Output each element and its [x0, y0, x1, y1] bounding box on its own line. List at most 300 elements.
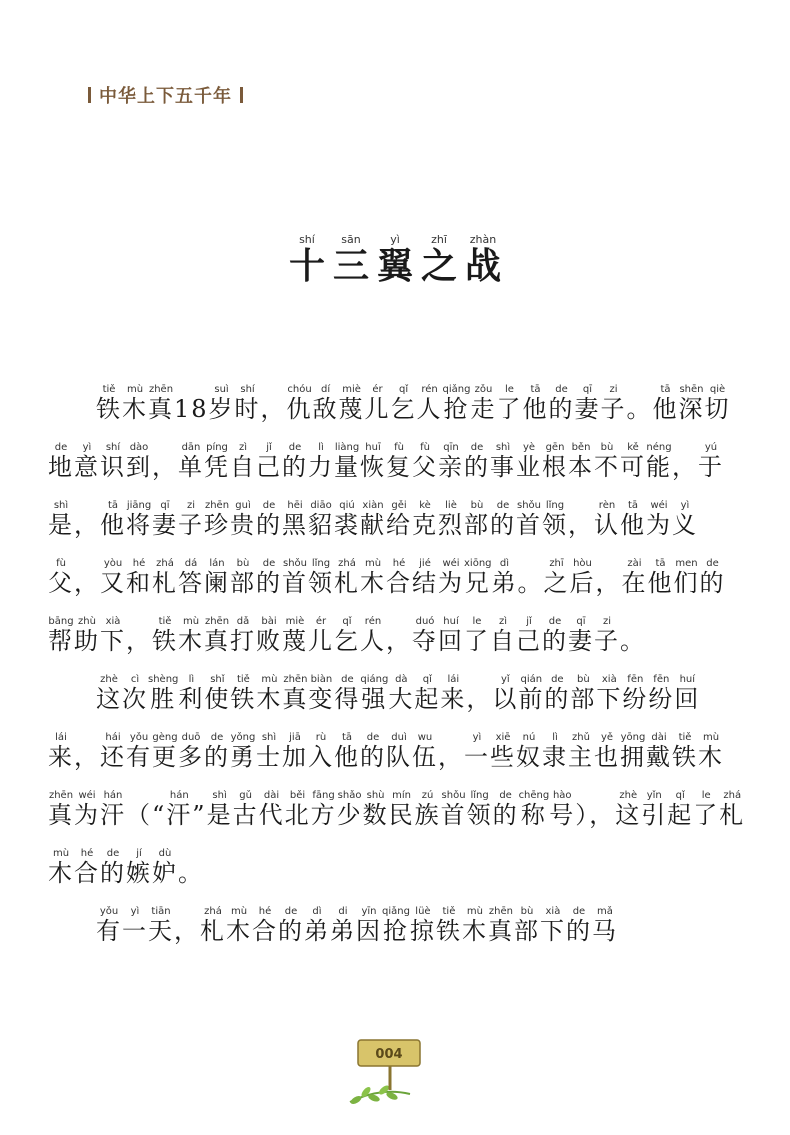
text-char: 能néng	[646, 442, 672, 481]
text-char: 。	[620, 627, 646, 655]
text-char: 强qiáng	[360, 674, 389, 713]
text-char: 的de	[565, 906, 592, 945]
text-char: 是shì	[48, 500, 74, 539]
text-char: 在zài	[621, 558, 648, 597]
text-char: 还hái	[100, 732, 126, 771]
text-char: 子zi	[594, 616, 620, 655]
text-char: 他tā	[620, 500, 646, 539]
text-char: 弟di	[330, 906, 356, 945]
divider-bar	[240, 87, 243, 103]
text-char: 古gǔ	[232, 790, 259, 829]
pinyin: gèng	[152, 732, 178, 743]
text-char: 一yì	[122, 906, 148, 945]
text-char: 的de	[282, 442, 308, 481]
pinyin: néng	[646, 442, 672, 453]
pinyin: tā	[522, 384, 549, 395]
pinyin: huí	[438, 616, 464, 627]
text-char: 了le	[693, 790, 720, 829]
pinyin: de	[464, 442, 490, 453]
text-char: 真zhēn	[204, 616, 230, 655]
pinyin: yīn	[356, 906, 382, 917]
text-char: 妻qī	[152, 500, 178, 539]
pinyin: huī	[360, 442, 386, 453]
pinyin: liè	[438, 500, 464, 511]
pinyin: suì	[208, 384, 235, 395]
pinyin: fù	[48, 558, 74, 569]
text-char: ，	[595, 569, 622, 597]
text-char: 起qǐ	[667, 790, 694, 829]
text-char: 大dà	[388, 674, 415, 713]
text-char: 意yì	[74, 442, 100, 481]
text-char: 为wéi	[646, 500, 672, 539]
pinyin: duì	[386, 732, 412, 743]
text-char: 子zi	[178, 500, 204, 539]
pinyin: zài	[621, 558, 648, 569]
pinyin: wéi	[438, 558, 464, 569]
pinyin: hé	[74, 848, 100, 859]
pinyin: bāng	[48, 616, 74, 627]
pinyin: shí	[234, 384, 261, 395]
text-char: 己jǐ	[516, 616, 542, 655]
text-char: 凭píng	[204, 442, 230, 481]
text-char: 领lǐng	[466, 790, 493, 829]
text-char: 。	[517, 569, 544, 597]
pinyin: lán	[204, 558, 230, 569]
text-char: 复fù	[386, 442, 412, 481]
text-char: 们men	[673, 558, 700, 597]
pinyin: fù	[412, 442, 438, 453]
pinyin: de	[548, 384, 575, 395]
text-char: 他tā	[522, 384, 549, 423]
text-char: 弟dì	[491, 558, 518, 597]
text-char: 的de	[492, 790, 519, 829]
text-char: 事shì	[490, 442, 516, 481]
pinyin: bù	[464, 500, 490, 511]
pinyin: tiě	[435, 906, 462, 917]
pinyin: kě	[620, 442, 646, 453]
text-char: 得de	[334, 674, 361, 713]
pinyin: qiáng	[360, 674, 389, 685]
pinyin: shì	[48, 500, 74, 511]
pinyin: mù	[256, 674, 283, 685]
text-char: 阑lán	[204, 558, 230, 597]
text-char: 乞qǐ	[390, 384, 417, 423]
text-char: 的de	[542, 616, 568, 655]
pinyin: biàn	[308, 674, 335, 685]
text-char: 札zhá	[334, 558, 360, 597]
pinyin: chóu	[286, 384, 313, 395]
text-char: 多duō	[178, 732, 204, 771]
pinyin: tiān	[148, 906, 174, 917]
pinyin: dì	[491, 558, 518, 569]
pinyin: hái	[100, 732, 126, 743]
pinyin: de	[542, 616, 568, 627]
text-char: 的de	[204, 732, 230, 771]
pinyin: tā	[334, 732, 360, 743]
text-char: 民mín	[388, 790, 415, 829]
text-char: 给gěi	[386, 500, 412, 539]
pinyin: qī	[152, 500, 178, 511]
pinyin: tiě	[672, 732, 698, 743]
text-char: 利lì	[178, 674, 205, 713]
pinyin: dào	[126, 442, 152, 453]
text-char: 使shǐ	[204, 674, 231, 713]
text-char: 的de	[278, 906, 304, 945]
text-char: 木mù	[360, 558, 386, 597]
text-char: 以yǐ	[492, 674, 519, 713]
pinyin: yì	[672, 500, 698, 511]
pinyin: mù	[461, 906, 488, 917]
pinyin: de	[699, 558, 726, 569]
pinyin: de	[278, 906, 304, 917]
text-char: 这zhè	[615, 790, 642, 829]
text-char: 也yě	[594, 732, 620, 771]
pinyin: dá	[178, 558, 204, 569]
text-char: 纷fēn	[648, 674, 675, 713]
text-char: 起qǐ	[414, 674, 441, 713]
title-pinyin: shí	[288, 233, 325, 246]
text-char: 天tiān	[148, 906, 174, 945]
text-char: 。	[626, 395, 653, 423]
text-char: 更gèng	[152, 732, 178, 771]
text-char: 马mǎ	[591, 906, 618, 945]
pinyin: qīn	[438, 442, 464, 453]
pinyin: dù	[152, 848, 178, 859]
text-char: 业yè	[516, 442, 542, 481]
pinyin: jí	[126, 848, 152, 859]
text-char: 铁tiě	[672, 732, 698, 771]
text-char: 帮bāng	[48, 616, 74, 655]
text-char: 变biàn	[308, 674, 335, 713]
pinyin: de	[48, 442, 74, 453]
text-char: 的de	[544, 674, 571, 713]
pinyin: qiú	[334, 500, 360, 511]
text-char: 次cì	[122, 674, 148, 713]
pinyin: jǐ	[256, 442, 282, 453]
pinyin: bù	[570, 674, 597, 685]
text-char: 这zhè	[96, 674, 122, 713]
text-char: 父fù	[412, 442, 438, 481]
text-char: 弟dì	[304, 906, 330, 945]
pinyin: nú	[516, 732, 542, 743]
pinyin: qī	[568, 616, 594, 627]
text-char: 了le	[496, 384, 523, 423]
text-char: 木mù	[256, 674, 283, 713]
pinyin: gēn	[542, 442, 568, 453]
pinyin: de	[492, 790, 519, 801]
pinyin: zhēn	[148, 384, 174, 395]
text-char: 答dá	[178, 558, 204, 597]
text-char: 貂diāo	[308, 500, 334, 539]
pinyin: shǒu	[440, 790, 467, 801]
text-char: 识shí	[100, 442, 126, 481]
text-char: 少shǎo	[336, 790, 363, 829]
text-char: 的de	[256, 558, 282, 597]
text-char: 入rù	[308, 732, 334, 771]
text-char: 夺duó	[412, 616, 438, 655]
pinyin: yòu	[100, 558, 126, 569]
pinyin: mù	[122, 384, 148, 395]
text-char: 自zì	[490, 616, 516, 655]
pinyin: lái	[48, 732, 74, 743]
pinyin: gǔ	[232, 790, 259, 801]
pinyin: píng	[204, 442, 230, 453]
pinyin: hòu	[569, 558, 596, 569]
pinyin: de	[565, 906, 592, 917]
pinyin: wéi	[646, 500, 672, 511]
pinyin: jiā	[282, 732, 308, 743]
pinyin: shǒu	[516, 500, 542, 511]
text-char: 的de	[490, 500, 516, 539]
text-char: 人rén	[416, 384, 443, 423]
text-char: 领lǐng	[542, 500, 568, 539]
text-char: 奴nú	[516, 732, 542, 771]
text-char: 隶lì	[542, 732, 568, 771]
pinyin: hào	[549, 790, 576, 801]
text-char: ，	[568, 511, 594, 539]
text-char: 因yīn	[356, 906, 382, 945]
text-char: 戴dài	[646, 732, 672, 771]
title-char: 十shí	[288, 233, 325, 287]
pinyin: shì	[490, 442, 516, 453]
text-char: 札zhá	[200, 906, 226, 945]
text-char: ，	[438, 743, 464, 771]
pinyin: tiě	[230, 674, 257, 685]
text-char: 不bù	[594, 442, 620, 481]
pinyin: dí	[312, 384, 339, 395]
pinyin: rén	[360, 616, 386, 627]
text-char: 结jié	[412, 558, 438, 597]
pinyin: de	[334, 674, 361, 685]
text-char: 认rèn	[594, 500, 620, 539]
text-char: 札zhá	[152, 558, 178, 597]
pinyin: xiàn	[360, 500, 386, 511]
pinyin: duō	[178, 732, 204, 743]
pinyin: běi	[284, 790, 311, 801]
pinyin: qǐ	[390, 384, 417, 395]
title-pinyin: zhī	[421, 233, 457, 246]
pinyin: hé	[126, 558, 152, 569]
text-char: 妒dù	[152, 848, 178, 887]
text-char: 献xiàn	[360, 500, 386, 539]
pinyin: hé	[252, 906, 278, 917]
text-char: 又yòu	[100, 558, 126, 597]
text-char: 真zhēn	[282, 674, 309, 713]
pinyin: kè	[412, 500, 438, 511]
text-char: 方fāng	[310, 790, 337, 829]
text-char: 部bù	[513, 906, 540, 945]
text-char: 合hé	[252, 906, 278, 945]
title-char: 翼yì	[376, 233, 413, 287]
pinyin: qī	[574, 384, 601, 395]
pinyin: tā	[100, 500, 126, 511]
pinyin: rù	[308, 732, 334, 743]
text-char: 单dān	[178, 442, 204, 481]
pinyin: duó	[412, 616, 438, 627]
pinyin: bù	[230, 558, 256, 569]
pinyin: shǐ	[204, 674, 231, 685]
text-char: 18	[174, 395, 209, 423]
pinyin: de	[100, 848, 126, 859]
text-char: 部bù	[570, 674, 597, 713]
text-char: 族zú	[414, 790, 441, 829]
text-char: 一yì	[464, 732, 490, 771]
pinyin: de	[204, 732, 230, 743]
title-pinyin: sān	[332, 233, 369, 246]
chapter-title	[0, 234, 790, 289]
pinyin: shǒu	[282, 558, 308, 569]
pinyin: yì	[464, 732, 490, 743]
pinyin: xiōng	[464, 558, 492, 569]
text-char: 地de	[48, 442, 74, 481]
pinyin: de	[490, 500, 516, 511]
pinyin: zì	[230, 442, 256, 453]
pinyin: tā	[652, 384, 679, 395]
pinyin: yǐn	[641, 790, 668, 801]
pinyin: mù	[48, 848, 74, 859]
text-char: ”	[192, 801, 207, 829]
text-char: 号hào	[549, 790, 576, 829]
text-char: 木mù	[226, 906, 252, 945]
text-char: 时shí	[234, 384, 261, 423]
text-char: 木mù	[122, 384, 148, 423]
text-char: ，	[386, 627, 412, 655]
pinyin: mù	[360, 558, 386, 569]
text-char: 拥yōng	[620, 732, 646, 771]
pinyin: zi	[594, 616, 620, 627]
text-char: 烈liè	[438, 500, 464, 539]
pinyin: qiǎng	[442, 384, 471, 395]
pinyin: lì	[308, 442, 334, 453]
text-char: 人rén	[360, 616, 386, 655]
pinyin: cì	[122, 674, 148, 685]
text-char: 领lǐng	[308, 558, 334, 597]
pinyin: xiē	[490, 732, 516, 743]
text-char: 助zhù	[74, 616, 100, 655]
pinyin: lì	[178, 674, 205, 685]
text-char: 量liàng	[334, 442, 360, 481]
text-char: 敌dí	[312, 384, 339, 423]
pinyin: xià	[100, 616, 126, 627]
pinyin: zhēn	[48, 790, 74, 801]
series-header	[88, 82, 243, 108]
text-char: 克kè	[412, 500, 438, 539]
pinyin: yè	[516, 442, 542, 453]
pinyin: zhēn	[204, 500, 230, 511]
text-char: 来lái	[440, 674, 467, 713]
text-char: 数shù	[362, 790, 389, 829]
title-pinyin: yì	[376, 233, 413, 246]
pinyin: le	[693, 790, 720, 801]
pinyin: běn	[568, 442, 594, 453]
text-char: 亲qīn	[438, 442, 464, 481]
text-char: 铁tiě	[230, 674, 257, 713]
text-char: 主zhǔ	[568, 732, 594, 771]
text-char: 些xiē	[490, 732, 516, 771]
text-char: 加jiā	[282, 732, 308, 771]
text-char: 了le	[464, 616, 490, 655]
text-char: 妻qī	[568, 616, 594, 655]
text-char: ，	[260, 395, 287, 423]
text-char: 铁tiě	[152, 616, 178, 655]
pinyin: zi	[178, 500, 204, 511]
pinyin: fēn	[648, 674, 675, 685]
text-char: 首shǒu	[516, 500, 542, 539]
pinyin: zhè	[615, 790, 642, 801]
pinyin: le	[496, 384, 523, 395]
divider-bar	[88, 87, 91, 103]
text-char: 为wéi	[74, 790, 100, 829]
pinyin: lǐng	[466, 790, 493, 801]
text-char: 木mù	[461, 906, 488, 945]
pinyin: zú	[414, 790, 441, 801]
text-char: 是shì	[206, 790, 233, 829]
text-char: 的de	[100, 848, 126, 887]
text-char: 深shēn	[678, 384, 705, 423]
text-char: 铁tiě	[96, 384, 122, 423]
text-char: ，	[74, 743, 100, 771]
text-char: 后hòu	[569, 558, 596, 597]
pinyin: yǐ	[492, 674, 519, 685]
text-char: 汗hán	[166, 790, 193, 829]
pinyin: yě	[594, 732, 620, 743]
text-char: 的de	[360, 732, 386, 771]
pinyin: qǐ	[414, 674, 441, 685]
title-char: 之zhī	[421, 233, 458, 287]
title-char: 战zhàn	[465, 233, 502, 287]
pinyin: bù	[513, 906, 540, 917]
pinyin: dǎ	[230, 616, 256, 627]
text-char: 仇chóu	[286, 384, 313, 423]
text-char: 部bù	[230, 558, 256, 597]
text-char: ，	[74, 511, 100, 539]
text-char: 有yǒu	[96, 906, 122, 945]
text-char: 回huí	[438, 616, 464, 655]
title-pinyin: zhàn	[465, 233, 502, 246]
pinyin: lüè	[409, 906, 436, 917]
pinyin: dān	[178, 442, 204, 453]
pinyin: jiāng	[126, 500, 152, 511]
text-char: 合hé	[74, 848, 100, 887]
pinyin: shèng	[148, 674, 179, 685]
text-char: 北běi	[284, 790, 311, 829]
pinyin: zhá	[152, 558, 178, 569]
text-char: 汗hán	[100, 790, 126, 829]
pinyin: jié	[412, 558, 438, 569]
text-char: 胜shèng	[148, 674, 179, 713]
text-char: 的de	[548, 384, 575, 423]
pinyin: rèn	[594, 500, 620, 511]
text-char: 抢qiǎng	[442, 384, 471, 423]
text-char: ，	[152, 453, 178, 481]
text-char: 自zì	[230, 442, 256, 481]
pinyin: mù	[698, 732, 724, 743]
pinyin: lǐng	[308, 558, 334, 569]
text-char: 有yǒu	[126, 732, 152, 771]
pinyin: qián	[518, 674, 545, 685]
pinyin: qiǎng	[382, 906, 410, 917]
text-char: 黑hēi	[282, 500, 308, 539]
series-title: 中华上下五千年	[99, 86, 232, 107]
pinyin: rén	[416, 384, 443, 395]
pinyin: hēi	[282, 500, 308, 511]
pinyin: fāng	[310, 790, 337, 801]
text-char: 真zhēn	[148, 384, 174, 423]
text-char: 下xià	[100, 616, 126, 655]
text-char: ），	[575, 801, 616, 829]
text-char: 之zhī	[543, 558, 570, 597]
pinyin: yōng	[620, 732, 646, 743]
